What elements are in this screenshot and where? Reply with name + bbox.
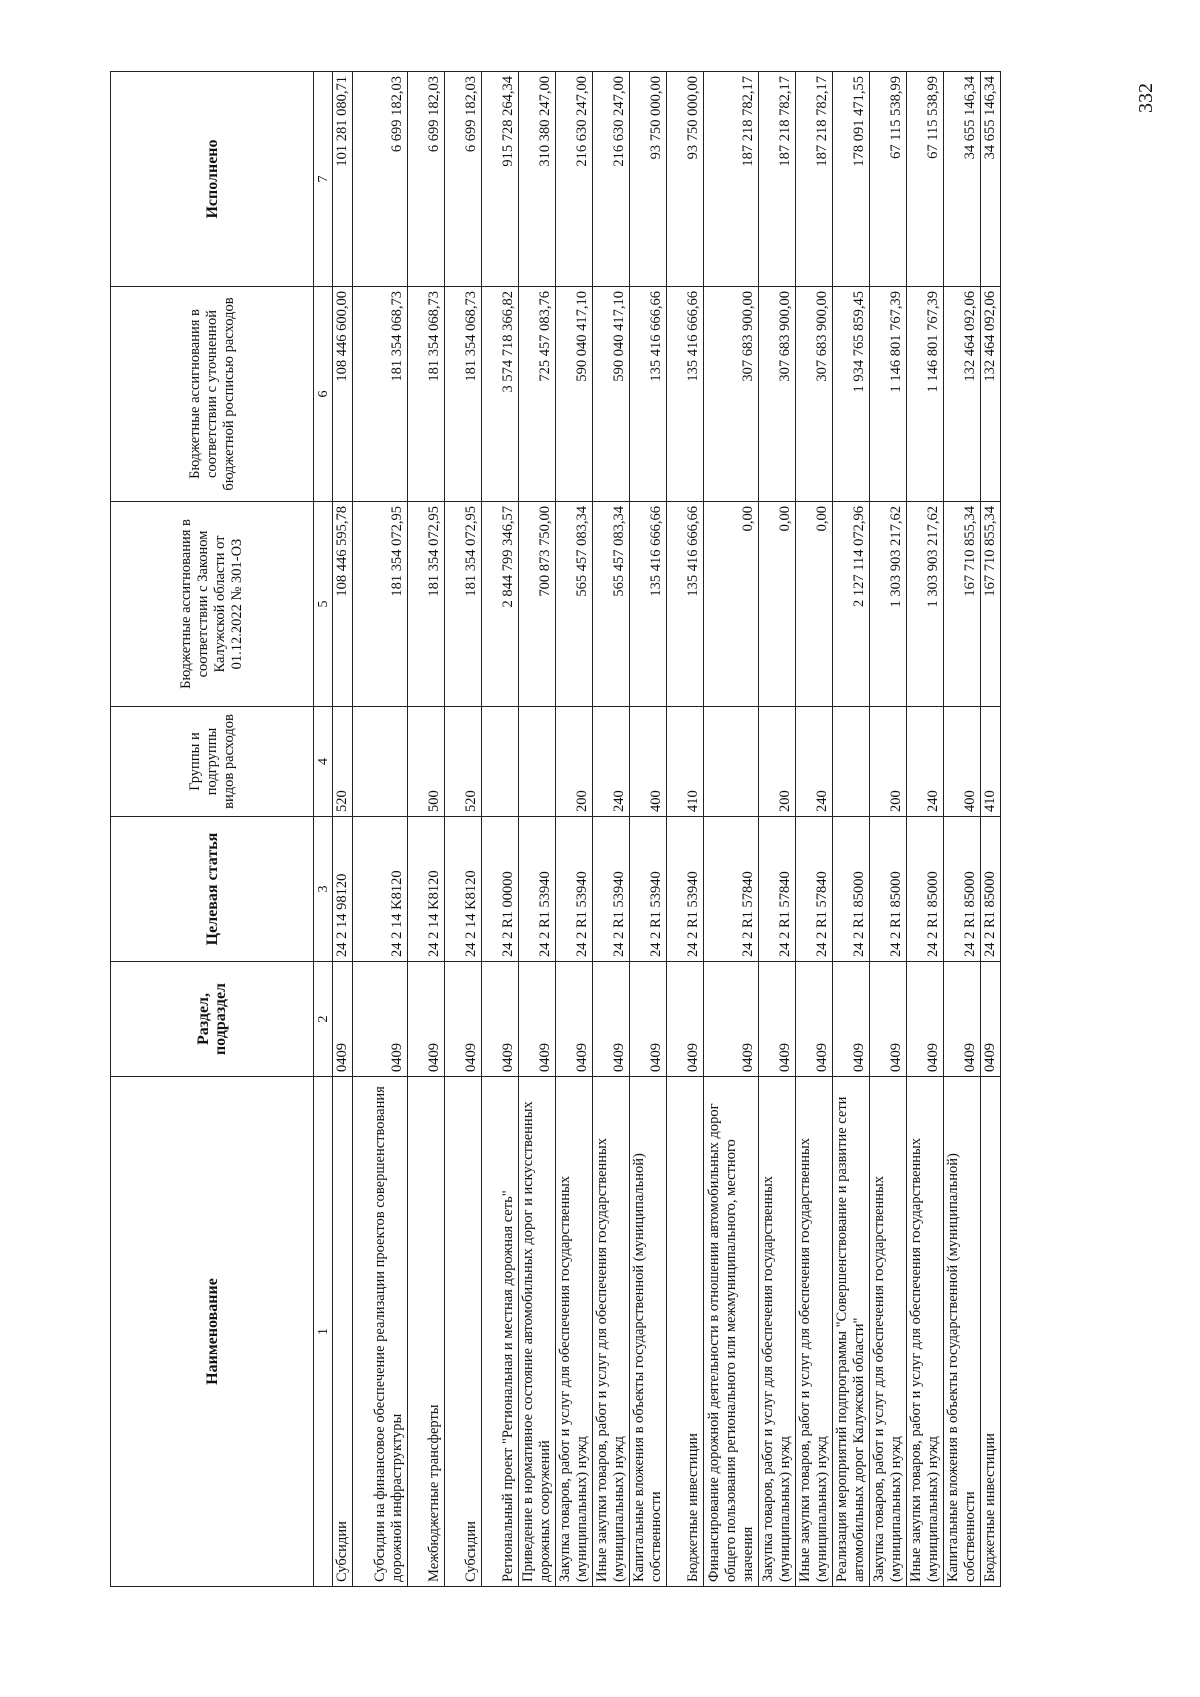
row-expense-group [482,707,519,817]
row-expense-group: 520 [333,707,353,817]
row-refined-amount: 3 574 718 366,82 [482,287,519,502]
row-expense-group: 240 [796,707,833,817]
row-expense-group: 240 [593,707,630,817]
row-law-amount: 181 354 072,95 [445,502,482,707]
table-row [353,72,408,1587]
row-refined-amount: 725 457 083,76 [519,287,556,502]
table-row [870,72,907,1587]
table-row [445,72,482,1587]
table-row [593,72,630,1587]
row-name: Субсидии на финансовое обеспечение реализации проектов совершенствования дорожной инфраструктуры [353,1077,408,1587]
row-refined-amount: 135 416 666,66 [630,287,667,502]
row-expense-group: 410 [667,707,704,817]
column-number: 6 [314,287,333,502]
row-target-article: 24 2 R1 53940 [593,817,630,962]
row-executed-amount: 310 380 247,00 [519,72,556,287]
row-law-amount: 135 416 666,66 [667,502,704,707]
row-refined-amount: 181 354 068,73 [408,287,445,502]
row-section: 0409 [445,962,482,1077]
row-refined-amount: 1 146 801 767,39 [907,287,944,502]
row-executed-amount: 93 750 000,00 [667,72,704,287]
row-refined-amount: 132 464 092,06 [981,287,1001,502]
row-law-amount: 181 354 072,95 [408,502,445,707]
row-name: Реализация мероприятий подпрограммы "Совершенствование и развитие сети автомобильных дорог Калужской области" [833,1077,870,1587]
row-section: 0409 [981,962,1001,1077]
row-refined-amount: 307 683 900,00 [704,287,759,502]
row-executed-amount: 6 699 182,03 [408,72,445,287]
row-executed-amount: 187 218 782,17 [796,72,833,287]
row-refined-amount: 181 354 068,73 [353,287,408,502]
row-law-amount: 565 457 083,34 [593,502,630,707]
column-number: 1 [314,1077,333,1587]
row-expense-group [519,707,556,817]
row-expense-group: 240 [907,707,944,817]
column-number-row [314,72,333,1587]
row-refined-amount: 307 683 900,00 [796,287,833,502]
row-target-article: 24 2 R1 57840 [759,817,796,962]
row-executed-amount: 67 115 538,99 [907,72,944,287]
row-law-amount: 1 303 903 217,62 [870,502,907,707]
row-section: 0409 [704,962,759,1077]
column-number: 5 [314,502,333,707]
row-name: Приведение в нормативное состояние автомобильных дорог и искусственных дорожных сооружений [519,1077,556,1587]
header-group: Группы и подгруппы видов расходов [111,707,314,817]
row-target-article: 24 2 R1 53940 [519,817,556,962]
row-expense-group: 200 [870,707,907,817]
row-executed-amount: 34 655 146,34 [944,72,981,287]
row-expense-group: 200 [556,707,593,817]
row-expense-group: 410 [981,707,1001,817]
row-refined-amount: 1 146 801 767,39 [870,287,907,502]
column-number: 4 [314,707,333,817]
row-name: Финансирование дорожной деятельности в отношении автомобильных дорог общего пользования регионального или межмуниципального, местного значения [704,1077,759,1587]
row-refined-amount: 590 040 417,10 [556,287,593,502]
row-executed-amount: 34 655 146,34 [981,72,1001,287]
table-row [519,72,556,1587]
row-law-amount: 2 127 114 072,96 [833,502,870,707]
row-name: Иные закупки товаров, работ и услуг для обеспечения государственных (муниципальных) нужд [796,1077,833,1587]
table-row [630,72,667,1587]
rotated-table-wrapper [110,72,1100,1587]
row-target-article: 24 2 14 K8120 [445,817,482,962]
row-executed-amount: 178 091 471,55 [833,72,870,287]
row-executed-amount: 216 630 247,00 [556,72,593,287]
table-row [981,72,1001,1587]
row-refined-amount: 307 683 900,00 [759,287,796,502]
table-row [556,72,593,1587]
row-section: 0409 [907,962,944,1077]
header-section: Раздел, подраздел [111,962,314,1077]
row-law-amount: 0,00 [796,502,833,707]
table-row [333,72,353,1587]
row-section: 0409 [796,962,833,1077]
header-executed: Исполнено [111,72,314,287]
row-section: 0409 [630,962,667,1077]
row-name: Капитальные вложения в объекты государственной (муниципальной) собственности [630,1077,667,1587]
row-name: Иные закупки товаров, работ и услуг для обеспечения государственных (муниципальных) нужд [907,1077,944,1587]
row-section: 0409 [759,962,796,1077]
row-name: Межбюджетные трансферты [408,1077,445,1587]
row-section: 0409 [333,962,353,1077]
row-law-amount: 2 844 799 346,57 [482,502,519,707]
row-name: Иные закупки товаров, работ и услуг для обеспечения государственных (муниципальных) нужд [593,1077,630,1587]
row-law-amount: 108 446 595,78 [333,502,353,707]
row-name: Закупка товаров, работ и услуг для обеспечения государственных (муниципальных) нужд [759,1077,796,1587]
row-executed-amount: 187 218 782,17 [759,72,796,287]
row-name: Закупка товаров, работ и услуг для обеспечения государственных (муниципальных) нужд [870,1077,907,1587]
row-law-amount: 1 303 903 217,62 [907,502,944,707]
row-refined-amount: 135 416 666,66 [667,287,704,502]
row-name: Капитальные вложения в объекты государственной (муниципальной) собственности [944,1077,981,1587]
row-executed-amount: 216 630 247,00 [593,72,630,287]
row-law-amount: 700 873 750,00 [519,502,556,707]
header-target: Целевая статья [111,817,314,962]
row-section: 0409 [519,962,556,1077]
row-section: 0409 [667,962,704,1077]
row-executed-amount: 67 115 538,99 [870,72,907,287]
row-name: Бюджетные инвестиции [667,1077,704,1587]
row-expense-group [704,707,759,817]
row-target-article: 24 2 14 K8120 [353,817,408,962]
row-name: Субсидии [333,1077,353,1587]
table-row [833,72,870,1587]
row-section: 0409 [870,962,907,1077]
row-refined-amount: 132 464 092,06 [944,287,981,502]
row-target-article: 24 2 14 98120 [333,817,353,962]
row-law-amount: 565 457 083,34 [556,502,593,707]
row-refined-amount: 108 446 600,00 [333,287,353,502]
row-target-article: 24 2 R1 53940 [556,817,593,962]
row-expense-group: 520 [445,707,482,817]
row-executed-amount: 93 750 000,00 [630,72,667,287]
row-expense-group: 400 [630,707,667,817]
row-executed-amount: 6 699 182,03 [353,72,408,287]
row-expense-group [353,707,408,817]
row-law-amount: 0,00 [759,502,796,707]
row-section: 0409 [408,962,445,1077]
row-section: 0409 [353,962,408,1077]
row-executed-amount: 915 728 264,34 [482,72,519,287]
row-law-amount: 181 354 072,95 [353,502,408,707]
table-row [759,72,796,1587]
table-row [408,72,445,1587]
header-row [111,72,314,1587]
row-refined-amount: 181 354 068,73 [445,287,482,502]
budget-table [110,71,1001,1587]
row-section: 0409 [593,962,630,1077]
row-law-amount: 167 710 855,34 [981,502,1001,707]
row-refined-amount: 590 040 417,10 [593,287,630,502]
row-expense-group: 500 [408,707,445,817]
table-row [704,72,759,1587]
row-section: 0409 [833,962,870,1077]
row-refined-amount: 1 934 765 859,45 [833,287,870,502]
page-number: 332 [1135,83,1157,113]
row-name: Бюджетные инвестиции [981,1077,1001,1587]
table-row [667,72,704,1587]
row-law-amount: 0,00 [704,502,759,707]
header-name: Наименование [111,1077,314,1587]
table-body [333,72,1001,1587]
table-row [796,72,833,1587]
header-law: Бюджетные ассигнования в соответствии с Законом Калужской области от 01.12.2022 № 301-ОЗ [111,502,314,707]
row-target-article: 24 2 R1 53940 [630,817,667,962]
row-target-article: 24 2 R1 85000 [944,817,981,962]
column-number: 7 [314,72,333,287]
row-expense-group [833,707,870,817]
row-expense-group: 200 [759,707,796,817]
table-row [944,72,981,1587]
row-target-article: 24 2 14 K8120 [408,817,445,962]
row-target-article: 24 2 R1 00000 [482,817,519,962]
row-target-article: 24 2 R1 57840 [796,817,833,962]
row-target-article: 24 2 R1 85000 [907,817,944,962]
row-target-article: 24 2 R1 57840 [704,817,759,962]
row-section: 0409 [944,962,981,1077]
row-expense-group: 400 [944,707,981,817]
row-name: Субсидии [445,1077,482,1587]
row-section: 0409 [482,962,519,1077]
row-executed-amount: 6 699 182,03 [445,72,482,287]
table-row [907,72,944,1587]
table-row [482,72,519,1587]
row-target-article: 24 2 R1 85000 [981,817,1001,962]
row-target-article: 24 2 R1 85000 [870,817,907,962]
header-refined: Бюджетные ассигнования в соответствии с уточненной бюджетной росписью расходов [111,287,314,502]
row-executed-amount: 187 218 782,17 [704,72,759,287]
row-section: 0409 [556,962,593,1077]
row-name: Региональный проект "Региональная и местная дорожная сеть" [482,1077,519,1587]
row-law-amount: 167 710 855,34 [944,502,981,707]
row-name: Закупка товаров, работ и услуг для обеспечения государственных (муниципальных) нужд [556,1077,593,1587]
column-number: 2 [314,962,333,1077]
row-target-article: 24 2 R1 53940 [667,817,704,962]
column-number: 3 [314,817,333,962]
row-executed-amount: 101 281 080,71 [333,72,353,287]
row-target-article: 24 2 R1 85000 [833,817,870,962]
row-law-amount: 135 416 666,66 [630,502,667,707]
